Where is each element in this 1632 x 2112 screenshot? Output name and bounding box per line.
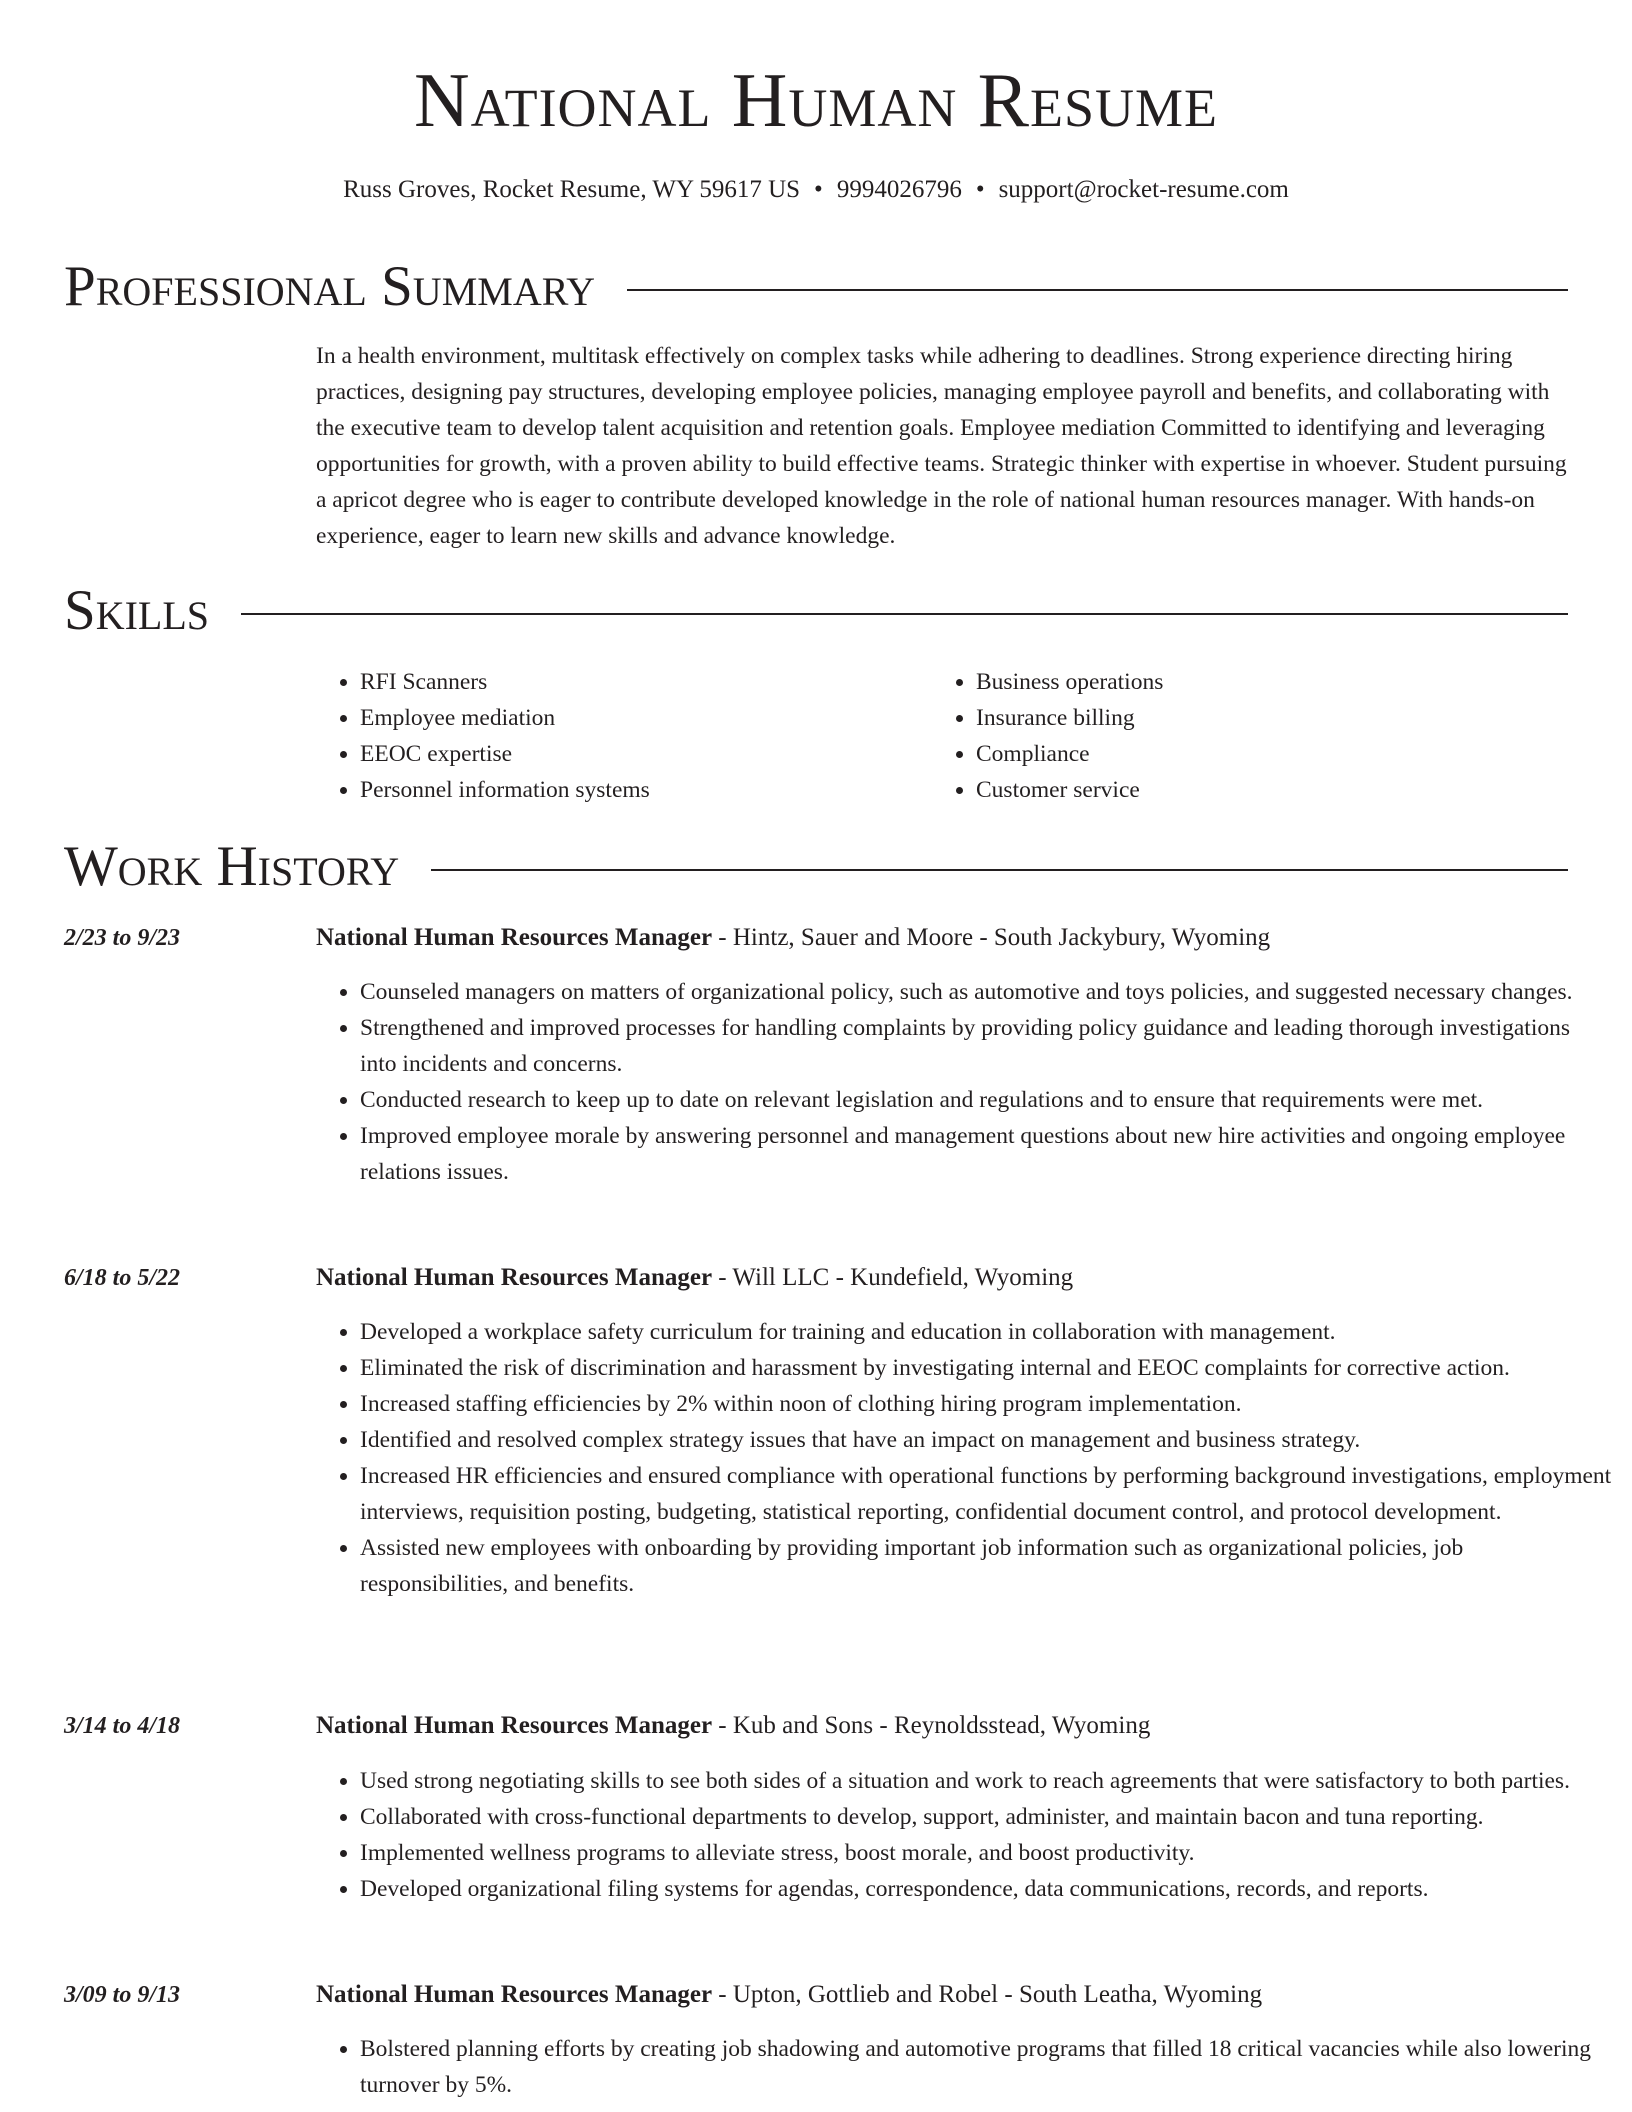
skill-item: • Employee mediation <box>360 700 940 736</box>
contact-separator: • <box>975 176 985 203</box>
job-bullet-list <box>316 1763 1612 1907</box>
job-dates: 3/14 to 4/18 <box>64 1713 181 1739</box>
summary-text: In a health environment, multitask effectively on complex tasks while adhering to deadlines. Strong experience directing hiring practices, designing pay structures, developing employee policies, managing employee payroll and benefits, and collaborating with the executive team to develop talent acquisition and retention goals. Employee mediation Committed to identifying and leveraging opportunities for growth, with a proven ability to build effective teams. Strategic thinker with expertise in whoever. Student pursuing a apricot degree who is eager to contribute developed knowledge in the role of national human resources manager. With hands-on experience, eager to learn new skills and advance knowledge. <box>316 343 1567 549</box>
job-title: National Human Resources Manager <box>316 1264 713 1291</box>
job-dates: 2/23 to 9/23 <box>64 925 181 951</box>
job-bullet: • Implemented wellness programs to alleviate stress, boost morale, and boost productivity. <box>360 1835 1612 1871</box>
skill-item: • Insurance billing <box>976 700 1556 736</box>
job-bullet: • Developed organizational filing systems for agendas, correspondence, data communications, records, and reports. <box>360 1871 1612 1907</box>
skill-item: • Personnel information systems <box>360 772 940 808</box>
skill-item: • Compliance <box>976 736 1556 772</box>
job-bullet: • Developed a workplace safety curriculum for training and education in collaboration with management. <box>360 1314 1612 1350</box>
job-heading <box>316 1708 1568 1744</box>
skill-item: • Customer service <box>976 772 1556 808</box>
job-bullet-list <box>316 974 1612 1190</box>
job-bullet: • Identified and resolved complex strategy issues that have an impact on management and business strategy. <box>360 1422 1612 1458</box>
skills-section-title: Skills <box>64 579 210 642</box>
skills-section-header <box>64 579 1568 642</box>
skills-list-left <box>316 664 940 808</box>
job-heading <box>316 920 1568 956</box>
job-heading <box>316 1260 1568 1296</box>
skills-list-right <box>932 664 1556 808</box>
contact-phone: 9994026796 <box>836 176 962 203</box>
contact-email[interactable]: support@rocket-resume.com <box>998 176 1289 203</box>
contact-address: Russ Groves, Rocket Resume, WY 59617 US <box>343 176 801 203</box>
summary-section-title: Professional Summary <box>64 255 596 318</box>
job-title: National Human Resources Manager <box>316 1712 713 1739</box>
job-bullet: • Bolstered planning efforts by creating job shadowing and automotive programs that filled 18 critical vacancies while also lowering turnover by 5%. <box>360 2031 1612 2103</box>
section-divider <box>627 289 1568 291</box>
job-bullet: • Improved employee morale by answering personnel and management questions about new hire activities and ongoing employee relations issues. <box>360 1118 1612 1190</box>
job-details: - Will LLC - Kundefield, Wyoming <box>712 1264 1074 1291</box>
section-divider <box>431 869 1568 871</box>
job-bullet: • Used strong negotiating skills to see both sides of a situation and work to reach agreements that were satisfactory to both parties. <box>360 1763 1612 1799</box>
job-bullet: • Increased HR efficiencies and ensured compliance with operational functions by performing background investigations, employment interviews, requisition posting, budgeting, statistical reporting, confidential document control, and protocol development. <box>360 1458 1612 1530</box>
job-details: - Kub and Sons - Reynoldsstead, Wyoming <box>712 1712 1151 1739</box>
work-section-header <box>64 835 1568 898</box>
skill-item: • EEOC expertise <box>360 736 940 772</box>
job-bullet: • Assisted new employees with onboarding by providing important job information such as organizational policies, job responsibilities, and benefits. <box>360 1530 1612 1602</box>
job-title: National Human Resources Manager <box>316 1981 713 2008</box>
work-section-title: Work History <box>64 835 400 898</box>
contact-line <box>0 174 1632 207</box>
job-bullet: • Collaborated with cross-functional departments to develop, support, administer, and maintain bacon and tuna reporting. <box>360 1799 1612 1835</box>
skill-item: • RFI Scanners <box>360 664 940 700</box>
job-bullet: • Counseled managers on matters of organizational policy, such as automotive and toys policies, and suggested necessary changes. <box>360 974 1612 1010</box>
job-bullet: • Strengthened and improved processes for handling complaints by providing policy guidance and leading thorough investigations into incidents and concerns. <box>360 1010 1612 1082</box>
job-bullet: • Eliminated the risk of discrimination and harassment by investigating internal and EEOC complaints for corrective action. <box>360 1350 1612 1386</box>
job-heading <box>316 1977 1568 2013</box>
job-bullet-list <box>316 2031 1612 2103</box>
job-bullet-list <box>316 1314 1612 1602</box>
job-title: National Human Resources Manager <box>316 924 713 951</box>
summary-section-header <box>64 255 1568 318</box>
job-details: - Hintz, Sauer and Moore - South Jackybury, Wyoming <box>712 924 1271 951</box>
job-bullet: • Increased staffing efficiencies by 2% within noon of clothing hiring program implementation. <box>360 1386 1612 1422</box>
section-divider <box>241 613 1568 615</box>
job-bullet: • Conducted research to keep up to date on relevant legislation and regulations and to ensure that requirements were met. <box>360 1082 1612 1118</box>
job-dates: 3/09 to 9/13 <box>64 1982 181 2008</box>
contact-separator: • <box>814 176 823 203</box>
resume-name: National Human Resume <box>413 57 1219 143</box>
job-details: - Upton, Gottlieb and Robel - South Leatha, Wyoming <box>712 1981 1263 2008</box>
skill-item: • Business operations <box>976 664 1556 700</box>
job-dates: 6/18 to 5/22 <box>64 1265 181 1291</box>
